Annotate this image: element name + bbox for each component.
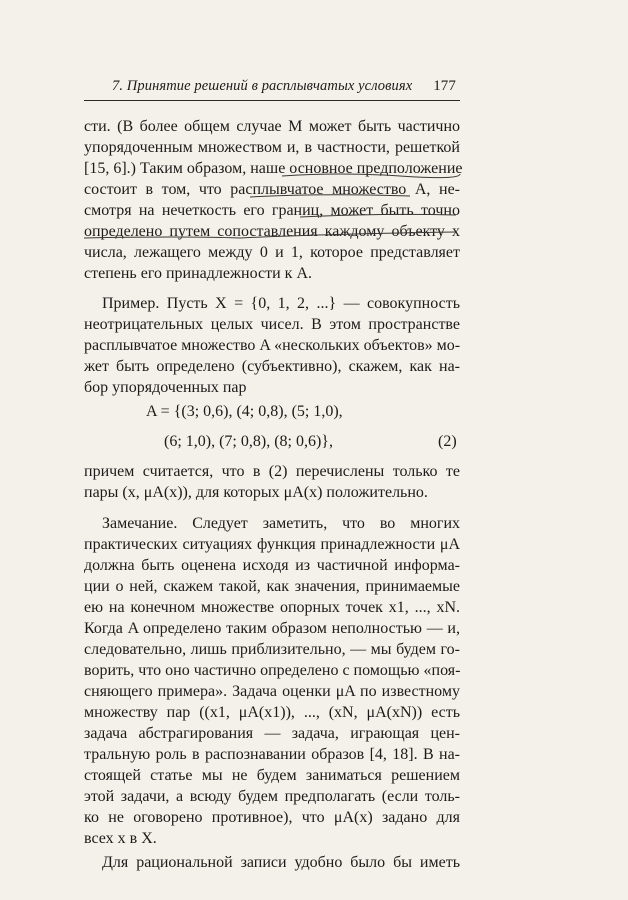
- text-line: всех x в X.: [84, 830, 157, 847]
- text-line: степень его принадлежности к A.: [84, 265, 312, 282]
- text-line: множеству пар ((x1, μA(x1)), ..., (xN, μA(xN)) есть: [84, 704, 460, 721]
- chapter-title: 7. Принятие решений в расплывчатых условиях: [112, 78, 413, 94]
- text-line: сти. (В более общем случае M может быть частично: [84, 118, 460, 135]
- text-line: этой задачи, а всюду будем предполагать (если толь-: [84, 788, 460, 805]
- formula-line-2: (6; 1,0), (7; 0,8), (8; 0,6)},: [164, 433, 333, 450]
- text-line: сняющего примера». Задача оценки μA по известному: [84, 683, 460, 700]
- header-rule: [84, 100, 460, 101]
- text-line: [15, 6].) Таким образом, наше основное предположение: [84, 160, 463, 177]
- text-line: должна быть оценена исходя из частичной информа-: [84, 557, 460, 574]
- text-line: определено путем сопоставления каждому объекту x: [84, 223, 460, 240]
- text-line: упорядоченным множеством и, в частности, решеткой: [84, 139, 460, 156]
- formula-line-1: A = {(3; 0,6), (4; 0,8), (5; 1,0),: [146, 403, 343, 420]
- running-header: [112, 78, 456, 96]
- text-line: пары (x, μA(x)), для которых μA(x) положительно.: [84, 484, 428, 501]
- text-line: Для рациональной записи удобно было бы иметь: [102, 854, 460, 871]
- text-line: практических ситуациях функция принадлежности μA: [84, 536, 460, 553]
- text-line: жет быть определено (субъективно), скажем, как на-: [84, 358, 460, 375]
- text-line: расплывчатое множество A «нескольких объектов» мо-: [84, 337, 461, 354]
- equation-number: (2): [438, 433, 457, 450]
- text-line: Пример. Пусть X = {0, 1, 2, ...} — совокупность: [102, 295, 460, 312]
- text-line: ции о ней, скажем такой, как значения, принимаемые: [84, 578, 460, 595]
- text-line: бор упорядоченных пар: [84, 379, 247, 396]
- text-line: тральную роль в распознавании образов [4, 18]. В на-: [84, 746, 460, 763]
- text-line: ворить, что оно частично определено с помощью «поя-: [84, 662, 461, 679]
- text-line: стоящей статье мы не будем заниматься решением: [84, 767, 460, 784]
- text-line: ко не оговорено противное), что μA(x) задано для: [84, 809, 460, 826]
- text-line: ею на конечном множестве опорных точек x1, ..., xN.: [84, 599, 460, 616]
- page-number: 177: [433, 78, 456, 94]
- text-line: состоит в том, что расплывчатое множество A, не-: [84, 181, 460, 198]
- text-line: задача абстрагирования — задача, играющая цен-: [84, 725, 460, 742]
- text-line: смотря на нечеткость его границ, может быть точно: [84, 202, 460, 219]
- text-line: неотрицательных целых чисел. В этом пространстве: [84, 316, 460, 333]
- text-line: Замечание. Следует заметить, что во многих: [102, 515, 460, 532]
- text-line: причем считается, что в (2) перечислены только те: [84, 463, 460, 480]
- text-line: числа, лежащего между 0 и 1, которое представляет: [84, 244, 460, 261]
- text-line: Когда A определено таким образом неполностью — и,: [84, 620, 460, 637]
- text-line: следовательно, лишь приблизительно, — мы будем го-: [84, 641, 460, 658]
